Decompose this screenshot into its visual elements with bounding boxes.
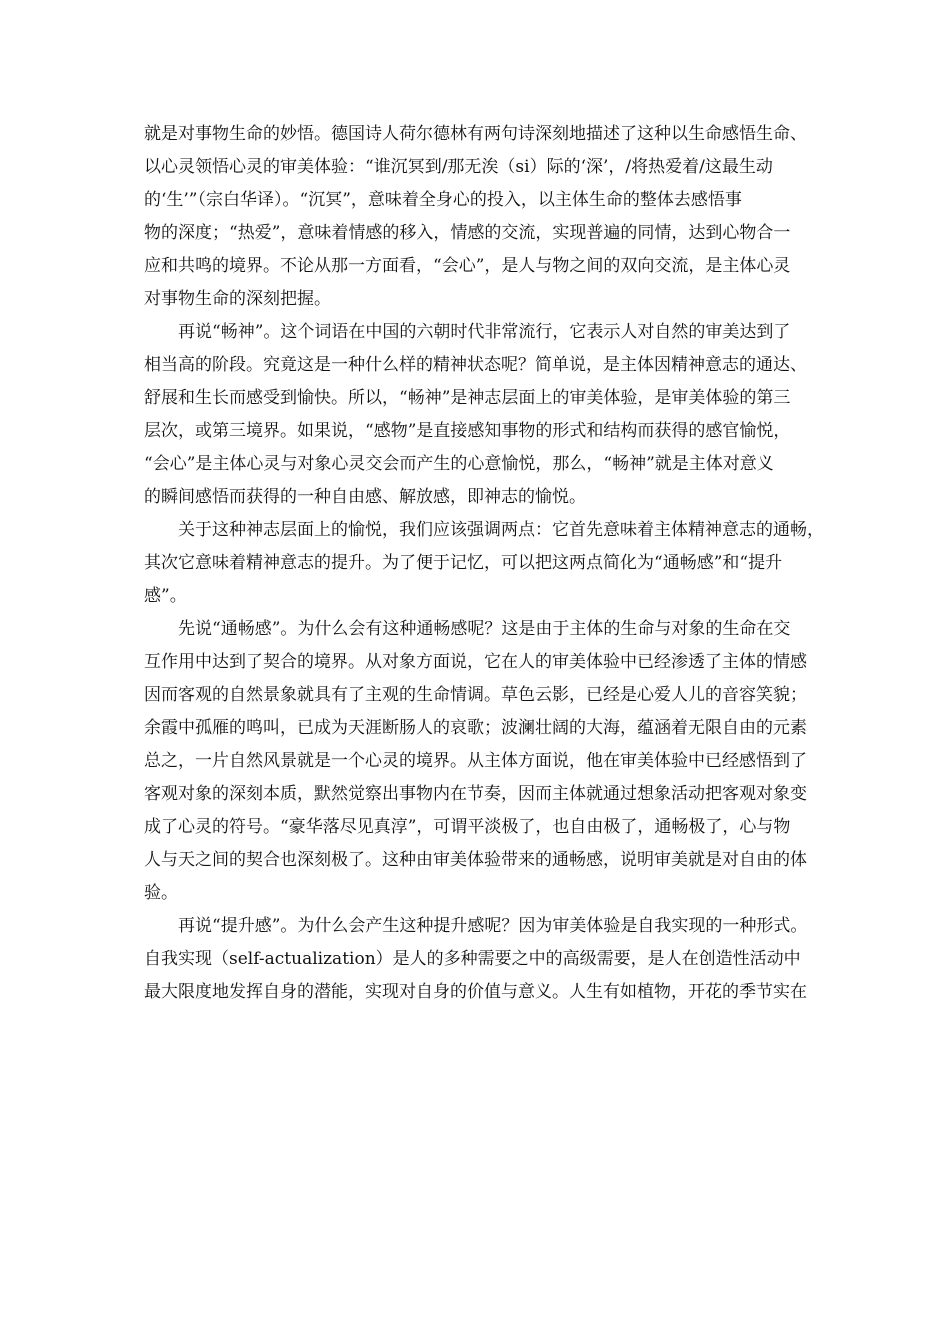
document-body (144, 118, 824, 1009)
text-line: 感”。 (144, 586, 187, 606)
paragraph-first-line: 先说“通畅感”。为什么会有这种通畅感呢？这是由于主体的生命与对象的生命在交 (178, 619, 791, 639)
text-line: 舒展和生长而感受到愉快。所以，“畅神”是神志层面上的审美体验，是审美体验的第三 (144, 388, 791, 408)
text-line: 成了心灵的符号。“豪华落尽见真淳”，可谓平淡极了，也自由极了，通畅极了，心与物 (144, 817, 791, 837)
text-line: 其次它意味着精神意志的提升。为了便于记忆，可以把这两点简化为“通畅感”和“提升 (144, 553, 783, 573)
text-line: 人与天之间的契合也深刻极了。这种由审美体验带来的通畅感，说明审美就是对自由的体 (144, 850, 807, 870)
text-line: 相当高的阶段。究竟这是一种什么样的精神状态呢？简单说，是主体因精神意志的通达、 (144, 355, 807, 375)
text-line: 总之，一片自然风景就是一个心灵的境界。从主体方面说，他在审美体验中已经感悟到了 (144, 751, 807, 771)
text-line: 互作用中达到了契合的境界。从对象方面说，它在人的审美体验中已经渗透了主体的情感 (144, 652, 807, 672)
paragraph-first-line: 再说“畅神”。这个词语在中国的六朝时代非常流行，它表示人对自然的审美达到了 (178, 322, 791, 342)
text-line: 层次，或第三境界。如果说，“感物”是直接感知事物的形式和结构而获得的感官愉悦， (144, 421, 791, 441)
paragraph-first-line: 关于这种神志层面上的愉悦，我们应该强调两点：它首先意味着主体精神意志的通畅， (178, 520, 824, 540)
text-line: 应和共鸣的境界。不论从那一方面看，“会心”，是人与物之间的双向交流，是主体心灵 (144, 256, 791, 276)
text-line: “会心”是主体心灵与对象心灵交会而产生的心意愉悦，那么，“畅神”就是主体对意义 (144, 454, 774, 474)
text-line: 的瞬间感悟而获得的一种自由感、解放感，即神志的愉悦。 (144, 487, 586, 507)
text-line: 就是对事物生命的妙悟。德国诗人荷尔德林有两句诗深刻地描述了这种以生命感悟生命、 (144, 124, 807, 144)
text-line: 因而客观的自然景象就具有了主观的生命情调。草色云影，已经是心爱人儿的音容笑貌； (144, 685, 807, 705)
text-line: 物的深度；“热爱”，意味着情感的移入，情感的交流，实现普遍的同情，达到心物合一 (144, 223, 791, 243)
text-line: 客观对象的深刻本质，默然觉察出事物内在节奏，因而主体就通过想象活动把客观对象变 (144, 784, 807, 804)
text-line: 的‘生’”（宗白华译）。“沉冥”，意味着全身心的投入，以主体生命的整体去感悟事 (144, 190, 742, 210)
text-line: 验。 (144, 883, 178, 903)
text-line: 自我实现（self-actualization）是人的多种需要之中的高级需要，是人在创造性活动中 (144, 949, 801, 969)
paragraph-first-line: 再说“提升感”。为什么会产生这种提升感呢？因为审美体验是自我实现的一种形式。 (178, 916, 808, 936)
text-line: 对事物生命的深刻把握。 (144, 289, 331, 309)
text-line: 以心灵领悟心灵的审美体验：“谁沉冥到/那无涘（si）际的‘深’，/将热爱着/这最生动 (144, 157, 773, 177)
text-line: 余霞中孤雁的鸣叫，已成为天涯断肠人的哀歌；波澜壮阔的大海，蕴涵着无限自由的元素 (144, 718, 807, 738)
text-line: 最大限度地发挥自身的潜能，实现对自身的价值与意义。人生有如植物，开花的季节实在 (144, 982, 807, 1002)
